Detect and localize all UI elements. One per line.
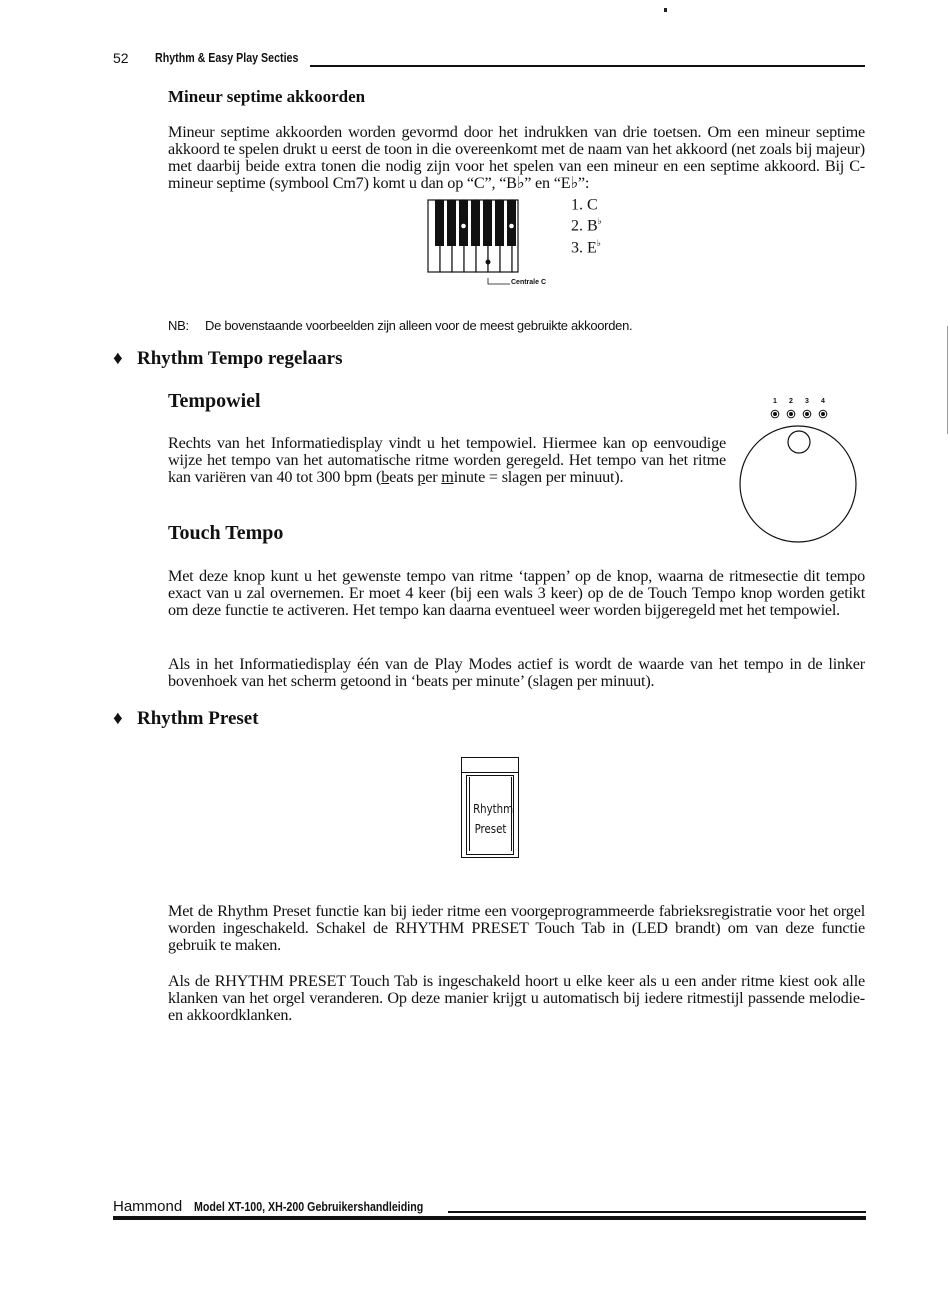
- minor-seventh-paragraph: Mineur septime akkoorden worden gevormd door het indrukken van drie toetsen. Om een mineur septime akkoord te spelen drukt u eerst de toon in die overeenkomt met de naam van het akkoord (net zoals bij majeur) met daarbij beide extra tonen die nodig zijn voor het spelen van een mineur en een septime akkoord. Bij C-mineur septime (symbool Cm7) komt u dan op “C”, “B♭” en “E♭”:: [168, 123, 865, 192]
- tempowiel-heading: Tempowiel: [168, 390, 261, 412]
- footer-rule: [448, 1211, 866, 1213]
- rhythm-preset-tab-outer: [461, 757, 519, 858]
- led-number: 1: [773, 398, 777, 405]
- tempo-wheel: [740, 426, 856, 542]
- preset-label-line-2: Preset: [474, 822, 507, 836]
- led-number: 2: [789, 398, 793, 405]
- diamond-bullet-icon: ♦: [113, 708, 123, 729]
- caption-leader: [488, 278, 510, 284]
- preset-label-line-1: Rhythm: [473, 802, 514, 816]
- tempo-wheel-illustration[interactable]: [734, 406, 862, 548]
- black-keys: [435, 200, 516, 246]
- running-header: Rhythm & Easy Play Secties: [155, 50, 299, 65]
- diamond-bullet-icon: ♦: [113, 348, 123, 369]
- note-label: NB:: [168, 318, 189, 333]
- keyboard-caption: Centrale C: [511, 279, 547, 286]
- tempowiel-paragraph: Rechts van het Informatiedisplay vindt u het tempowiel. Hiermee kan op eenvoudige wijze het tempo van het automatische ritme worden geregeld. Het tempo van het ritme kan variëren van 40 tot 300 bpm (beats per minute = slagen per minuut).: [168, 434, 726, 486]
- led-row: [771, 410, 827, 418]
- minor-seventh-heading: Mineur septime akkoorden: [168, 87, 366, 106]
- tempo-wheel-knob: [788, 431, 810, 453]
- tab-top-rule: [462, 772, 518, 773]
- button-inner-border: [469, 777, 512, 851]
- footer-brand: Hammond: [113, 1198, 183, 1215]
- key-dot-c: [486, 260, 491, 265]
- touch-tempo-heading: Touch Tempo: [168, 522, 284, 544]
- preset-paragraph-1: Met de Rhythm Preset functie kan bij ieder ritme een voorgeprogrammeerde fabrieksregistratie voor het orgel worden ingeschakeld. Schakel de RHYTHM PRESET Touch Tab in (LED brandt) om van deze functie gebruik te maken.: [168, 902, 865, 954]
- note-text: De bovenstaande voorbeelden zijn alleen voor de meest gebruikte akkoorden.: [205, 318, 633, 333]
- led-number: 3: [805, 398, 809, 405]
- rhythm-preset-button[interactable]: [466, 775, 514, 855]
- stray-mark: [664, 8, 667, 12]
- margin-mark: [947, 326, 948, 434]
- preset-section-heading: ♦ Rhythm Preset: [113, 708, 259, 729]
- preset-paragraph-2: Als de RHYTHM PRESET Touch Tab is ingeschakeld hoort u elke keer als u een ander ritme kiest ook alle klanken van het orgel veranderen. Op deze manier krijgt u automatisch bij iedere ritmestijl passende melodie- en akkoordklanken.: [168, 972, 865, 1024]
- page-number: 52: [113, 50, 129, 66]
- footer-model: Model XT-100, XH-200 Gebruikershandleiding: [194, 1199, 424, 1214]
- key-dot-b-flat: [509, 224, 514, 229]
- keyboard-diagram: [424, 198, 564, 290]
- chord-note-item: 1. C: [571, 196, 598, 214]
- chord-notes-list: [571, 192, 602, 256]
- touch-tempo-paragraph-2: Als in het Informatiedisplay één van de Play Modes actief is wordt de waarde van het tempo in de linker bovenhoek van het scherm getoond in ‘beats per minute’ (slagen per minuut).: [168, 655, 865, 690]
- led-number: 4: [821, 398, 825, 405]
- key-dot-e-flat: [461, 224, 466, 229]
- touch-tempo-paragraph-1: Met deze knop kunt u het gewenste tempo van ritme ‘tappen’ op de knop, waarna de ritmesectie dit tempo exact van u zal overnemen. Er moet 4 keer (bij een wals 3 keer) op de de Touch Tempo knop worden getikt om deze functie te activeren. Het tempo kan daarna eventueel weer worden bijgeregeld met het tempowiel.: [168, 567, 865, 619]
- chord-note-item: 3. E♭: [571, 237, 602, 256]
- tempo-section-heading: ♦ Rhythm Tempo regelaars: [113, 348, 343, 369]
- footer-rule-thick: [113, 1216, 866, 1220]
- chord-note-item: 2. B♭: [571, 216, 602, 235]
- header-rule: [310, 65, 865, 67]
